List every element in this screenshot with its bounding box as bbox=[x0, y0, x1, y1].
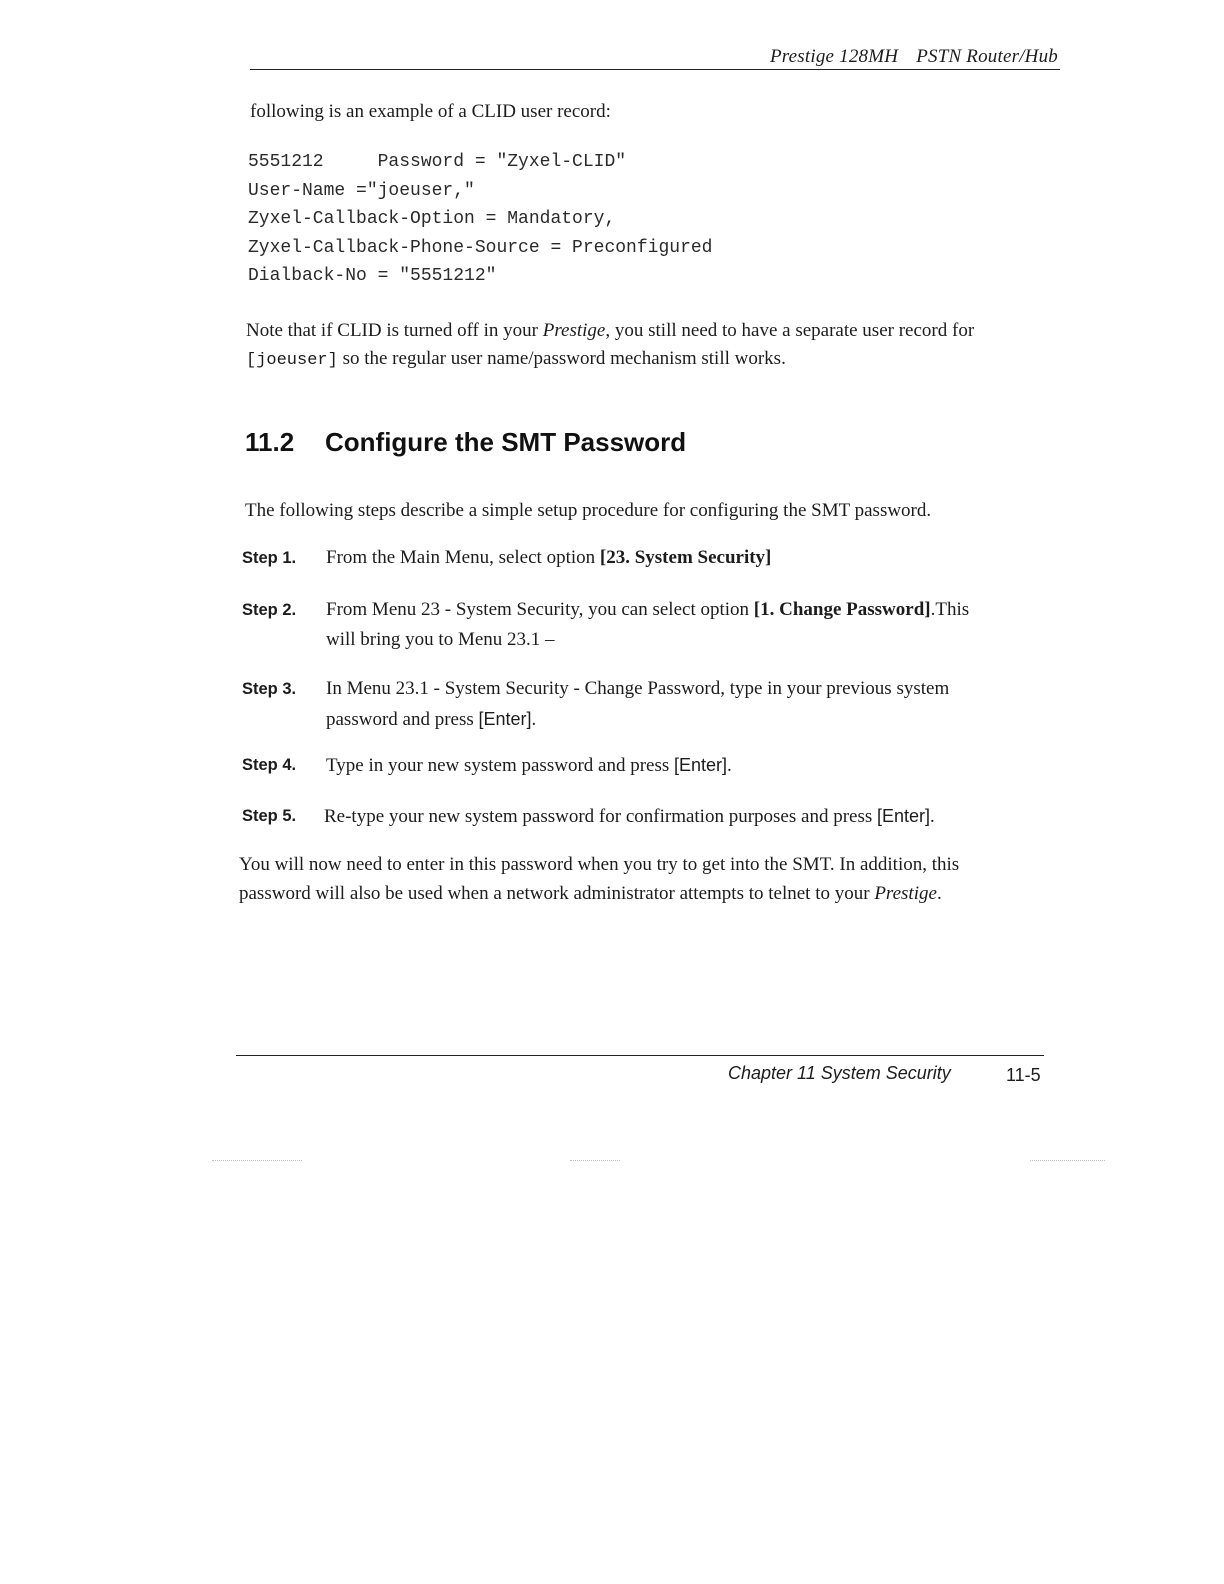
step-text bbox=[326, 595, 969, 655]
code-line: User-Name ="joeuser," bbox=[248, 180, 475, 201]
note-text: Note that if CLID is turned off in your bbox=[246, 320, 543, 341]
product-name: Prestige bbox=[874, 883, 937, 904]
step-text bbox=[324, 801, 935, 832]
step-text-part: will bring you to Menu 23.1 – bbox=[326, 629, 555, 650]
step-label: Step 2. bbox=[242, 601, 297, 619]
step-text-part: .This bbox=[930, 599, 970, 620]
closing-text: password will also be used when a network administrator attempts to telnet to your bbox=[239, 883, 875, 904]
product-name: Prestige bbox=[542, 320, 606, 341]
note-text: so the regular user name/password mechanism still works. bbox=[337, 348, 786, 369]
step-text-part: From the Main Menu, select option bbox=[326, 547, 600, 568]
step-text-part: Type in your new system password and press bbox=[326, 755, 675, 776]
section-number: 11.2 bbox=[245, 427, 295, 457]
steps-intro: The following steps describe a simple setup procedure for configuring the SMT password. bbox=[245, 500, 932, 521]
footer-rule bbox=[236, 1055, 1044, 1056]
scan-artifact bbox=[570, 1160, 620, 1162]
step-label: Step 3. bbox=[242, 680, 297, 698]
key-name: [Enter] bbox=[877, 806, 931, 826]
header-product: Prestige 128MH bbox=[769, 46, 899, 67]
menu-option: [23. System Security] bbox=[599, 547, 772, 568]
menu-option: [1. Change Password] bbox=[753, 599, 931, 620]
step-text-part: . bbox=[531, 709, 537, 730]
scan-artifact bbox=[212, 1160, 302, 1162]
chapter-title: System Security bbox=[820, 1063, 951, 1083]
closing-line-2 bbox=[239, 879, 942, 909]
step-text-part: In Menu 23.1 - System Security - Change Password, type in your previous system bbox=[326, 678, 950, 699]
step-text bbox=[326, 674, 949, 735]
step-label: Step 1. bbox=[242, 549, 297, 567]
step-text bbox=[326, 543, 771, 573]
header-rule bbox=[250, 69, 1060, 70]
chapter-label: Chapter 11 bbox=[728, 1063, 816, 1083]
code-line: Dialback-No = "5551212" bbox=[248, 266, 497, 286]
running-header bbox=[770, 46, 1058, 68]
section-title: Configure the SMT Password bbox=[325, 427, 687, 457]
note-line-1 bbox=[246, 316, 974, 346]
page-number: 11-5 bbox=[1006, 1065, 1041, 1085]
step-text bbox=[326, 750, 732, 781]
code-line: 5551212 Password = "Zyxel-CLID" bbox=[248, 152, 627, 172]
step-text-part: Re-type your new system password for confirmation purposes and press bbox=[324, 806, 877, 827]
closing-line-1: You will now need to enter in this password when you try to get into the SMT. In addition, this bbox=[239, 854, 960, 875]
header-title: PSTN Router/Hub bbox=[916, 46, 1058, 67]
intro-text: following is an example of a CLID user record: bbox=[250, 101, 611, 122]
closing-text: . bbox=[936, 883, 942, 904]
step-label: Step 5. bbox=[242, 807, 297, 825]
step-label: Step 4. bbox=[242, 756, 297, 774]
step-text-part: . bbox=[930, 806, 935, 827]
key-name: [Enter] bbox=[478, 709, 532, 729]
step-text-part: From Menu 23 - System Security, you can select option bbox=[326, 599, 754, 620]
scan-artifact bbox=[1030, 1160, 1105, 1162]
note-text: , you still need to have a separate user record for bbox=[605, 320, 975, 341]
code-line: Zyxel-Callback-Option = Mandatory, bbox=[248, 209, 616, 229]
key-name: [Enter] bbox=[674, 755, 728, 775]
step-text-part: . bbox=[727, 755, 732, 776]
clid-record-code bbox=[248, 148, 712, 291]
code-line: Zyxel-Callback-Phone-Source = Preconfigured bbox=[248, 237, 713, 258]
user-record-code: [joeuser] bbox=[246, 351, 338, 370]
section-heading bbox=[245, 427, 686, 458]
step-text-part: password and press bbox=[326, 709, 479, 730]
footer-chapter bbox=[728, 1063, 951, 1084]
note-line-2 bbox=[246, 344, 786, 376]
